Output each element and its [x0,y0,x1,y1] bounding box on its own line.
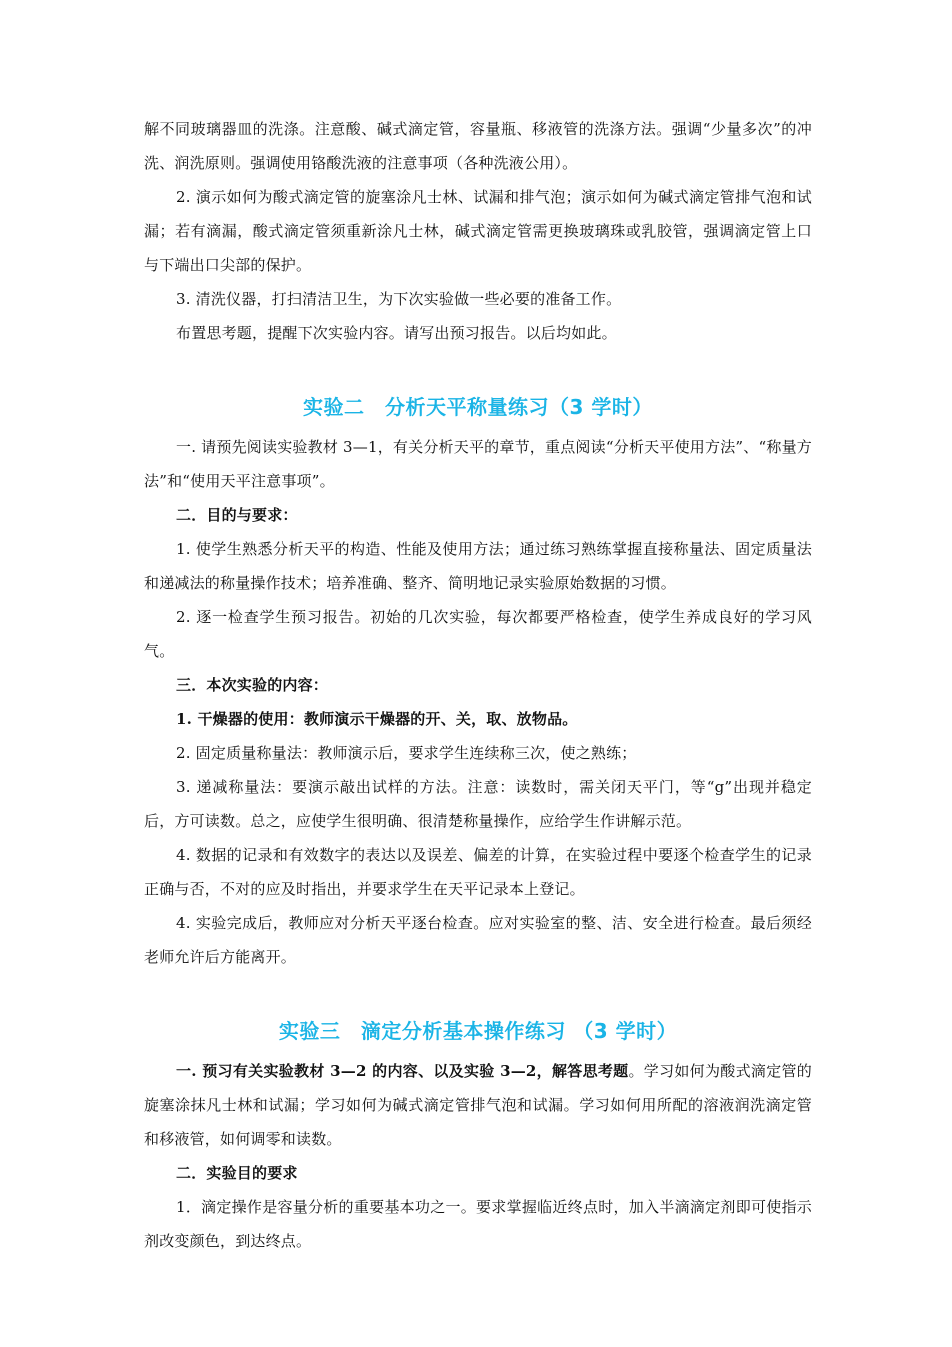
intro-paragraph-3: 3. 清洗仪器，打扫清洁卫生，为下次实验做一些必要的准备工作。 [176,290,622,308]
exp2-content-2: 2. 固定质量称量法：教师演示后，要求学生连续称三次，使之熟练； [176,744,637,762]
exp3-preview-rest: 。学习如何为酸式滴定管的旋塞涂抹凡士林和试漏；学习如何为碱式滴定管排气泡和试漏。学习如何用所配的溶液润洗滴定管和移液管，如何调零和读数。 [144,1062,812,1148]
exp3-goal-heading: 二．实验目的要求 [176,1164,298,1182]
exp2-content-4: 4. 数据的记录和有效数字的表达以及误差、偏差的计算，在实验过程中要逐个检查学生的记录正确与否，不对的应及时指出，并要求学生在天平记录本上登记。 [144,846,812,898]
exp2-content-1: 1. 干燥器的使用：教师演示干燥器的开、关，取、放物品。 [176,710,578,728]
exp2-goal-1: 1. 使学生熟悉分析天平的构造、性能及使用方法；通过练习熟练掌握直接称量法、固定质量法和递减法的称量操作技术；培养准确、整齐、简明地记录实验原始数据的习惯。 [144,540,812,592]
exp3-goal-1: 1．滴定操作是容量分析的重要基本功之一。要求掌握临近终点时，加入半滴滴定剂即可使指示剂改变颜色，到达终点。 [144,1198,812,1250]
exp2-goal-2: 2. 逐一检查学生预习报告。初始的几次实验，每次都要严格检查，使学生养成良好的学习风气。 [144,608,812,660]
exp2-goal-heading: 二．目的与要求： [176,506,298,524]
exp3-preview-paragraph [144,1054,812,1156]
exp2-content-3: 3. 递减称量法：要演示敲出试样的方法。注意：读数时，需关闭天平门，等“g”出现并稳定后，方可读数。总之，应使学生很明确、很清楚称量操作，应给学生作讲解示范。 [144,778,812,830]
spacer [144,974,812,1014]
experiment-2-title: 实验二 分析天平称量练习（3 学时） [303,395,653,419]
experiment-3-title: 实验三 滴定分析基本操作练习 （3 学时） [278,1019,678,1043]
spacer [144,350,812,390]
exp2-content-5: 4. 实验完成后，教师应对分析天平逐台检查。应对实验室的整、洁、安全进行检查。最后须经老师允许后方能离开。 [144,914,812,966]
exp3-preview-bold: 一. 预习有关实验教材 3—2 的内容、以及实验 3—2，解答思考题 [176,1062,629,1080]
document-page [144,112,812,1258]
intro-paragraph-4: 布置思考题，提醒下次实验内容。请写出预习报告。以后均如此。 [176,324,617,342]
intro-paragraph-1: 解不同玻璃器皿的洗涤。注意酸、碱式滴定管，容量瓶、移液管的洗涤方法。强调“少量多次”的冲洗、润洗原则。强调使用铬酸洗液的注意事项（各种洗液公用）。 [144,120,812,172]
exp2-reading-paragraph: 一. 请预先阅读实验教材 3—1，有关分析天平的章节，重点阅读“分析天平使用方法”、“称量方法”和“使用天平注意事项”。 [144,438,812,490]
exp2-content-heading: 三．本次实验的内容： [176,676,329,694]
intro-paragraph-2: 2. 演示如何为酸式滴定管的旋塞涂凡士林、试漏和排气泡；演示如何为碱式滴定管排气泡和试漏；若有滴漏，酸式滴定管须重新涂凡士林，碱式滴定管需更换玻璃珠或乳胶管，强调滴定管上口与下端出口尖部的保护。 [144,188,812,274]
